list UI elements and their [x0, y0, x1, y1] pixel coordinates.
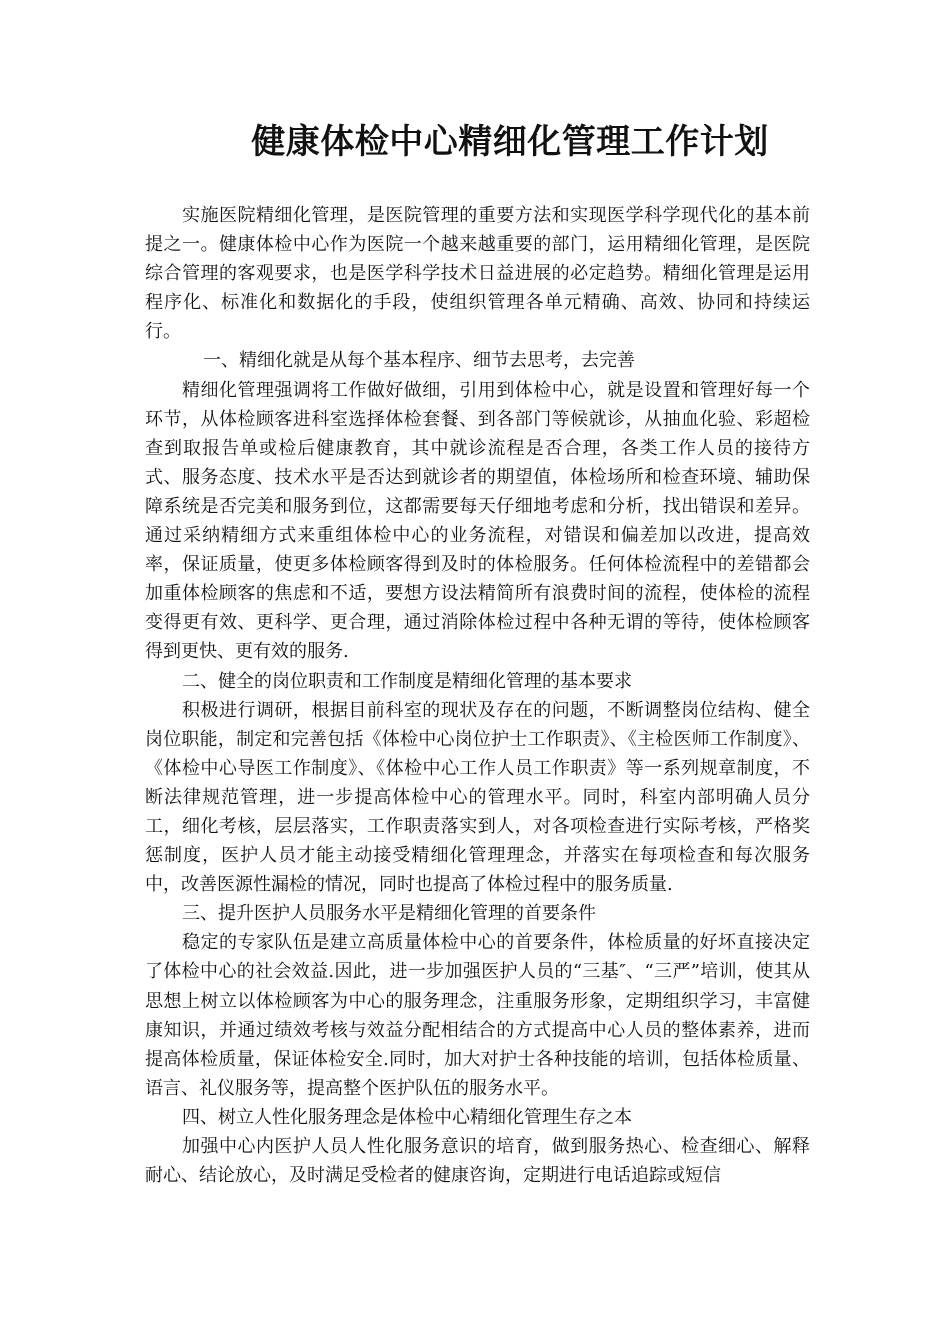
section-4-heading: 四、树立人性化服务理念是体检中心精细化管理生存之本	[182, 1106, 632, 1128]
section-3-paragraph: 稳定的专家队伍是建立高质量体检中心的首要条件，体检质量的好坏直接决定了体检中心的社会效益.因此，进一步加强医护人员的“三基″、“三严”培训，使其从思想上树立以体检顾客为中心的服务理念，注重服务形象，定期组织学习，丰富健康知识，并通过绩效考核与效益分配相结合的方式提高中心人员的整体素养，进而提高体检质量，保证体检安全.同时，加大对护士各种技能的培训，包括体检质量、语言、礼仪服务等，提高整个医护队伍的服务水平。	[145, 932, 810, 1099]
document-title: 健康体检中心精细化管理工作计划	[251, 122, 769, 162]
section-2-paragraph: 积极进行调研，根据目前科室的现状及存在的问题，不断调整岗位结构、健全岗位职能，制定和完善包括《体检中心岗位护士工作职责》、《主检医师工作制度》、《体检中心导医工作制度》、《体检中心工作人员工作职责》等一系列规章制度，不断法律规范管理，进一步提高体检中心的管理水平。同时，科室内部明确人员分工，细化考核，层层落实，工作职责落实到人，对各项检查进行实际考核，严格奖惩制度，医护人员才能主动接受精细化管理理念，并落实在每项检查和每次服务中，改善医源性漏检的情况，同时也提高了体检过程中的服务质量.	[145, 699, 810, 896]
section-1-paragraph: 精细化管理强调将工作做好做细，引用到体检中心，就是设置和管理好每一个环节，从体检顾客进科室选择体检套餐、到各部门等候就诊，从抽血化验、彩超检查到取报告单或检后健康教育，其中就诊流程是否合理，各类工作人员的接待方式、服务态度、技术水平是否达到就诊者的期望值，体检场所和检查环境、辅助保障系统是否完美和服务到位，这都需要每天仔细地考虑和分析，找出错误和差异。通过采纳精细方式来重组体检中心的业务流程，对错误和偏差加以改进，提高效率，保证质量，使更多体检顾客得到及时的体检服务。任何体检流程中的差错都会加重体检顾客的焦虑和不适，要想方设法精简所有浪费时间的流程，使体检的流程变得更有效、更科学、更合理，通过消除体检过程中各种无谓的等待，使体检顾客得到更快、更有效的服务.	[145, 379, 810, 663]
intro-paragraph: 实施医院精细化管理，是医院管理的重要方法和实现医学科学现代化的基本前提之一。健康体检中心作为医院一个越来越重要的部门，运用精细化管理，是医院综合管理的客观要求，也是医学科学技术日益进展的必定趋势。精细化管理是运用程序化、标准化和数据化的手段，使组织管理各单元精确、高效、协同和持续运行。	[145, 205, 810, 343]
section-3-heading: 三、提升医护人员服务水平是精细化管理的首要条件	[182, 903, 596, 925]
section-1-heading: 一、精细化就是从每个基本程序、细节去思考，去完善	[203, 350, 635, 372]
document-body	[145, 201, 810, 1190]
section-4-paragraph: 加强中心内医护人员人性化服务意识的培育，做到服务热心、检查细心、解释耐心、结论放心，及时满足受检者的健康咨询，定期进行电话追踪或短信	[145, 1136, 810, 1187]
section-2-heading: 二、健全的岗位职责和工作制度是精细化管理的基本要求	[182, 670, 632, 692]
